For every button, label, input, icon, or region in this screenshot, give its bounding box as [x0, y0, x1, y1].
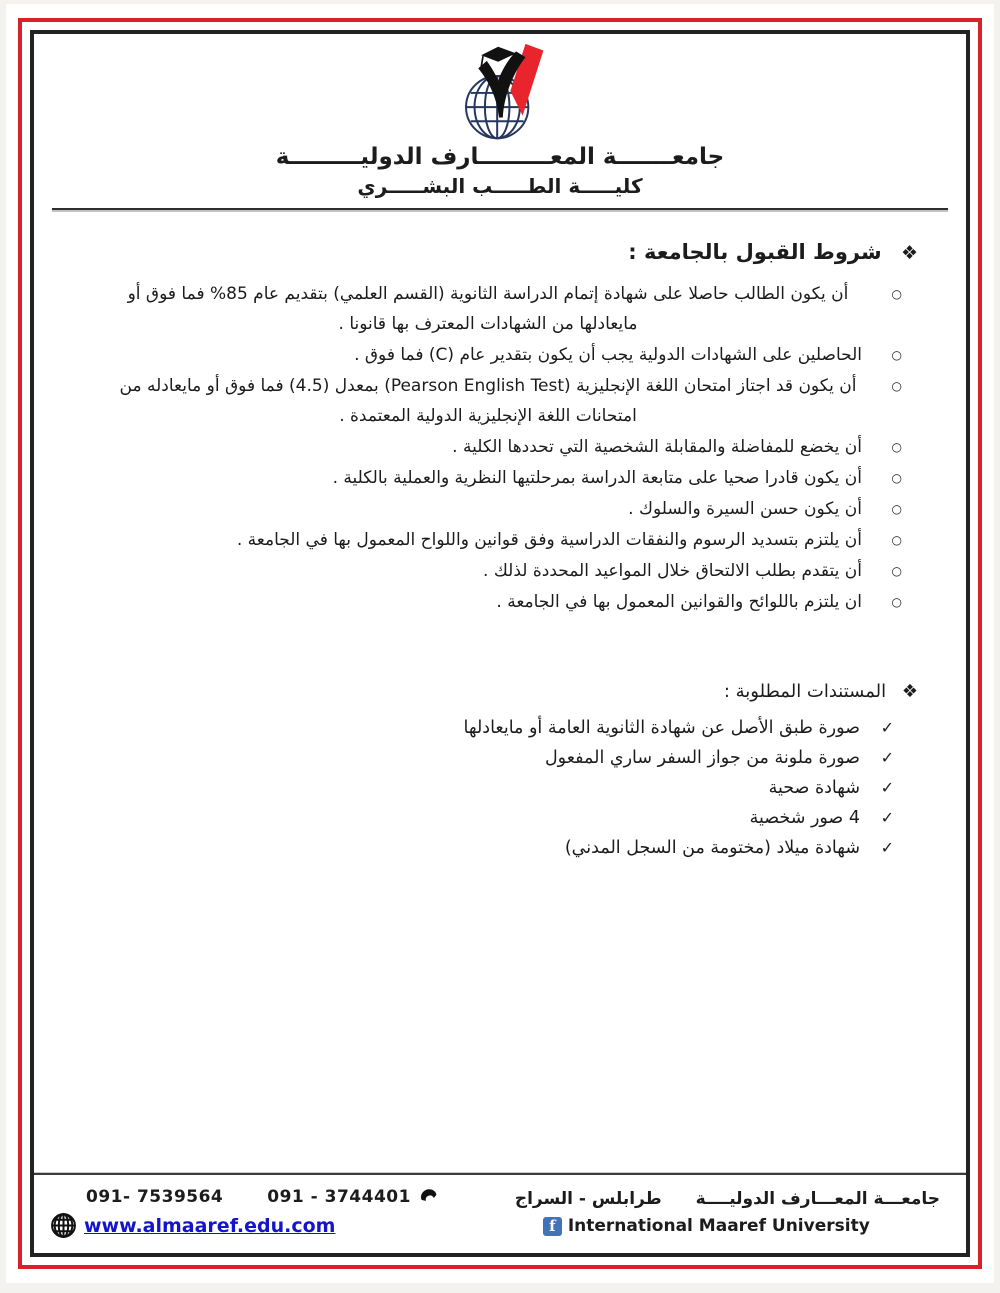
college-name: كليـــــة الطـــــب البشـــــري [357, 174, 643, 198]
phone-number-1: 091- 7539564 [86, 1187, 224, 1207]
list-item-text: أن يكون حسن السيرة والسلوك . [628, 499, 862, 519]
facebook-icon: f [543, 1217, 562, 1236]
facebook-page-name: International Maaref University [567, 1216, 870, 1236]
university-name-footer: جامعـــة المعـــارف الدوليــــة [695, 1189, 940, 1209]
diamond-bullet-icon: ❖ [901, 681, 918, 702]
diamond-bullet-icon: ❖ [900, 242, 918, 264]
document-body [34, 210, 966, 863]
footer-contact-block [50, 1187, 439, 1239]
facebook-row [515, 1216, 940, 1236]
list-item [74, 279, 918, 339]
documents-title-text: المستندات المطلوبة : [723, 681, 887, 702]
letterhead [34, 34, 966, 200]
list-item-text: شهادة صحية [768, 778, 860, 798]
circle-bullet-icon: ○ [891, 379, 902, 393]
circle-bullet-icon: ○ [891, 471, 902, 485]
university-logo-icon [34, 42, 966, 142]
website-link[interactable]: www.almaaref.edu.com [84, 1214, 336, 1237]
list-item-text: ان يلتزم باللوائح والقوانين المعمول بها في الجامعة . [496, 592, 862, 612]
location-text: طرابلس - السراج [514, 1189, 662, 1209]
checkmark-icon: ✓ [880, 808, 894, 827]
black-border-frame [30, 30, 970, 1257]
document-page [6, 4, 994, 1283]
phone-number-2: 091 - 3744401 [267, 1187, 411, 1207]
list-item [74, 556, 918, 586]
list-item [74, 773, 894, 803]
list-item [74, 713, 894, 743]
admission-section-title [74, 236, 918, 269]
list-item [74, 340, 918, 370]
list-item [74, 743, 894, 773]
list-item [74, 371, 918, 431]
list-item-text: أن يتقدم بطلب الالتحاق خلال المواعيد المحددة لذلك . [483, 561, 862, 581]
list-item [74, 432, 918, 462]
list-item [74, 494, 918, 524]
circle-bullet-icon: ○ [891, 287, 902, 301]
list-item-text: صورة طبق الأصل عن شهادة الثانوية العامة أو مايعادلها [463, 718, 860, 738]
checkmark-icon: ✓ [880, 718, 894, 737]
university-name: جامعـــــــة المعـــــــــارف الدوليـــــــــة [275, 144, 725, 170]
list-item-text: أن يكون الطالب حاصلا على شهادة إتمام الدراسة الثانوية (القسم العلمي) بتقديم عام 85% فما فوق أو مايعادلها من الشهادات المعترف بها قانونا . [127, 284, 849, 334]
checkmark-icon: ✓ [880, 838, 894, 857]
circle-bullet-icon: ○ [891, 564, 902, 578]
admission-requirements-list [74, 279, 918, 617]
checkmark-icon: ✓ [880, 778, 894, 797]
list-item [74, 525, 918, 555]
phone-numbers [50, 1187, 439, 1207]
list-item [74, 803, 894, 833]
red-border-frame [18, 18, 982, 1269]
circle-bullet-icon: ○ [891, 533, 902, 547]
admission-title-text: شروط القبول بالجامعة : [628, 240, 882, 264]
footer-university-block [515, 1187, 940, 1236]
list-item-text: شهادة ميلاد (مختومة من السجل المدني) [564, 838, 860, 858]
list-item-text: صورة ملونة من جواز السفر ساري المفعول [544, 748, 860, 768]
list-item-text: الحاصلين على الشهادات الدولية يجب أن يكون بتقدير عام (C) فما فوق . [354, 345, 862, 365]
circle-bullet-icon: ○ [891, 502, 902, 516]
blank-area [34, 863, 966, 1173]
list-item-text: أن يكون قادرا صحيا على متابعة الدراسة بمرحلتيها النظرية والعملية بالكلية . [332, 468, 862, 488]
circle-bullet-icon: ○ [891, 440, 902, 454]
documents-section-title [74, 677, 918, 707]
university-location-line [515, 1189, 940, 1209]
list-item [74, 587, 918, 617]
circle-bullet-icon: ○ [891, 348, 902, 362]
list-item-text: 4 صور شخصية [749, 808, 860, 828]
list-item-text: أن يخضع للمفاضلة والمقابلة الشخصية التي تحددها الكلية . [452, 437, 862, 457]
list-item-text: أن يكون قد اجتاز امتحان اللغة الإنجليزية (Pearson English Test) بمعدل (4.5) فما فوق أو مايعادله من امتحانات اللغة الإنجليزية الدولية المعتمدة . [119, 376, 857, 426]
document-footer [34, 1173, 966, 1253]
required-documents-list [74, 713, 918, 863]
circle-bullet-icon: ○ [891, 595, 902, 609]
phone-handset-icon [418, 1187, 440, 1207]
checkmark-icon: ✓ [880, 748, 894, 767]
list-item-text: أن يلتزم بتسديد الرسوم والنفقات الدراسية وفق قوانين واللواح المعمول بها في الجامعة . [236, 530, 862, 550]
list-item [74, 463, 918, 493]
website-row [50, 1212, 439, 1239]
globe-icon [50, 1212, 77, 1239]
list-item [74, 833, 894, 863]
